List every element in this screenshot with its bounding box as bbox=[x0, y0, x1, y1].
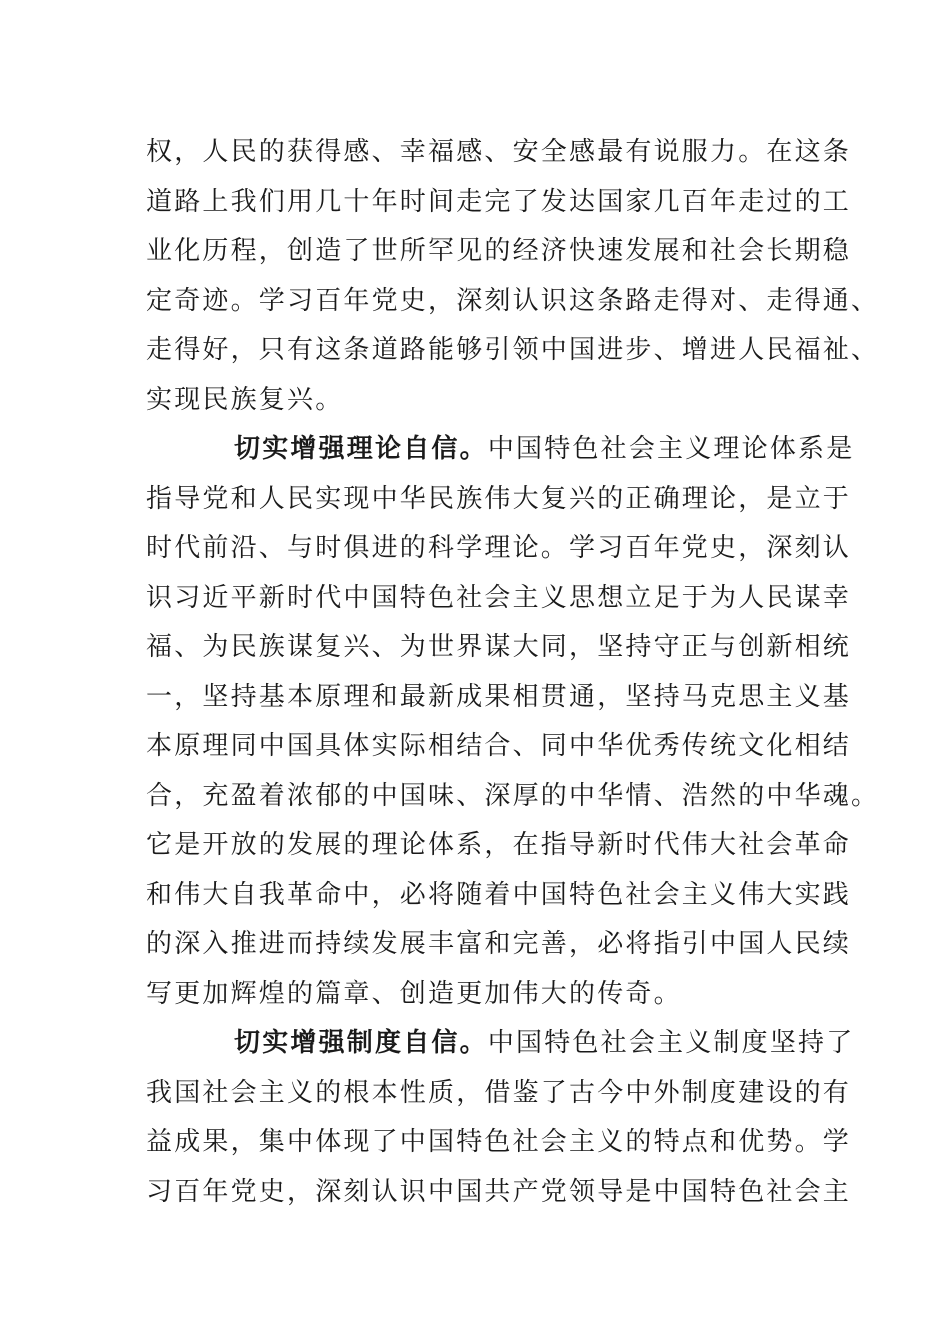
line-text: 合，充盈着浓郁的中国味、深厚的中华情、浩然的中华魂。 bbox=[146, 780, 880, 811]
line-text: 权，人民的获得感、幸福感、安全感最有说服力。在这条 bbox=[146, 137, 852, 167]
text-line bbox=[146, 524, 852, 574]
text-line bbox=[146, 920, 852, 970]
line-text: 一，坚持基本原理和最新成果相贯通，坚持马克思主义基 bbox=[146, 681, 852, 712]
line-text: 它是开放的发展的理论体系，在指导新时代伟大社会革命 bbox=[146, 830, 852, 860]
line-text: 写更加辉煌的篇章、创造更加伟大的传奇。 bbox=[146, 978, 682, 1009]
line-text: 时代前沿、与时俱进的科学理论。学习百年党史，深刻认 bbox=[146, 533, 852, 563]
line-text: 实现民族复兴。 bbox=[146, 384, 344, 415]
paragraph-start-theory bbox=[146, 425, 855, 475]
paragraph-start-system bbox=[146, 1019, 855, 1069]
line-text: 道路上我们用几十年时间走完了发达国家几百年走过的工 bbox=[146, 186, 852, 217]
text-line bbox=[146, 1069, 852, 1119]
line-text: 本原理同中国具体实际相结合、同中华优秀传统文化相结 bbox=[146, 731, 852, 761]
text-line bbox=[146, 128, 852, 178]
line-text: 习百年党史，深刻认识中国共产党领导是中国特色社会主 bbox=[146, 1176, 852, 1207]
line-text: 走得好，只有这条道路能够引领中国进步、增进人民福祉、 bbox=[146, 335, 880, 365]
text-line bbox=[146, 277, 880, 327]
line-text: 业化历程，创造了世所罕见的经济快速发展和社会长期稳 bbox=[146, 236, 852, 266]
line-text: 定奇迹。学习百年党史，深刻认识这条路走得对、走得通、 bbox=[146, 285, 880, 316]
line-text: 中国特色社会主义理论体系是 bbox=[487, 434, 855, 464]
text-line bbox=[146, 1118, 852, 1168]
line-text: 中国特色社会主义制度坚持了 bbox=[487, 1028, 855, 1058]
section-heading-system: 切实增强制度自信。 bbox=[234, 1028, 488, 1058]
text-line bbox=[146, 772, 880, 822]
line-text: 指导党和人民实现中华民族伟大复兴的正确理论，是立于 bbox=[146, 483, 852, 514]
line-text: 益成果，集中体现了中国特色社会主义的特点和优势。学 bbox=[146, 1127, 852, 1157]
text-line bbox=[146, 326, 880, 376]
text-line bbox=[146, 673, 852, 723]
text-line bbox=[146, 623, 852, 673]
line-text: 和伟大自我革命中，必将随着中国特色社会主义伟大实践 bbox=[146, 879, 852, 910]
section-heading-theory: 切实增强理论自信。 bbox=[234, 434, 488, 464]
text-line bbox=[146, 376, 798, 426]
text-line bbox=[146, 227, 852, 277]
body-text bbox=[146, 128, 880, 1217]
text-line bbox=[146, 475, 852, 525]
text-line bbox=[146, 574, 852, 624]
text-line bbox=[146, 871, 852, 921]
line-text: 识习近平新时代中国特色社会主义思想立足于为人民谋幸 bbox=[146, 582, 852, 613]
text-line bbox=[146, 970, 798, 1020]
line-text: 我国社会主义的根本性质，借鉴了古今中外制度建设的有 bbox=[146, 1077, 852, 1108]
text-line bbox=[146, 178, 852, 228]
line-text: 福、为民族谋复兴、为世界谋大同，坚持守正与创新相统 bbox=[146, 632, 852, 662]
text-line bbox=[146, 1168, 852, 1218]
text-line bbox=[146, 722, 852, 772]
line-text: 的深入推进而持续发展丰富和完善，必将指引中国人民续 bbox=[146, 929, 852, 959]
text-line bbox=[146, 821, 852, 871]
